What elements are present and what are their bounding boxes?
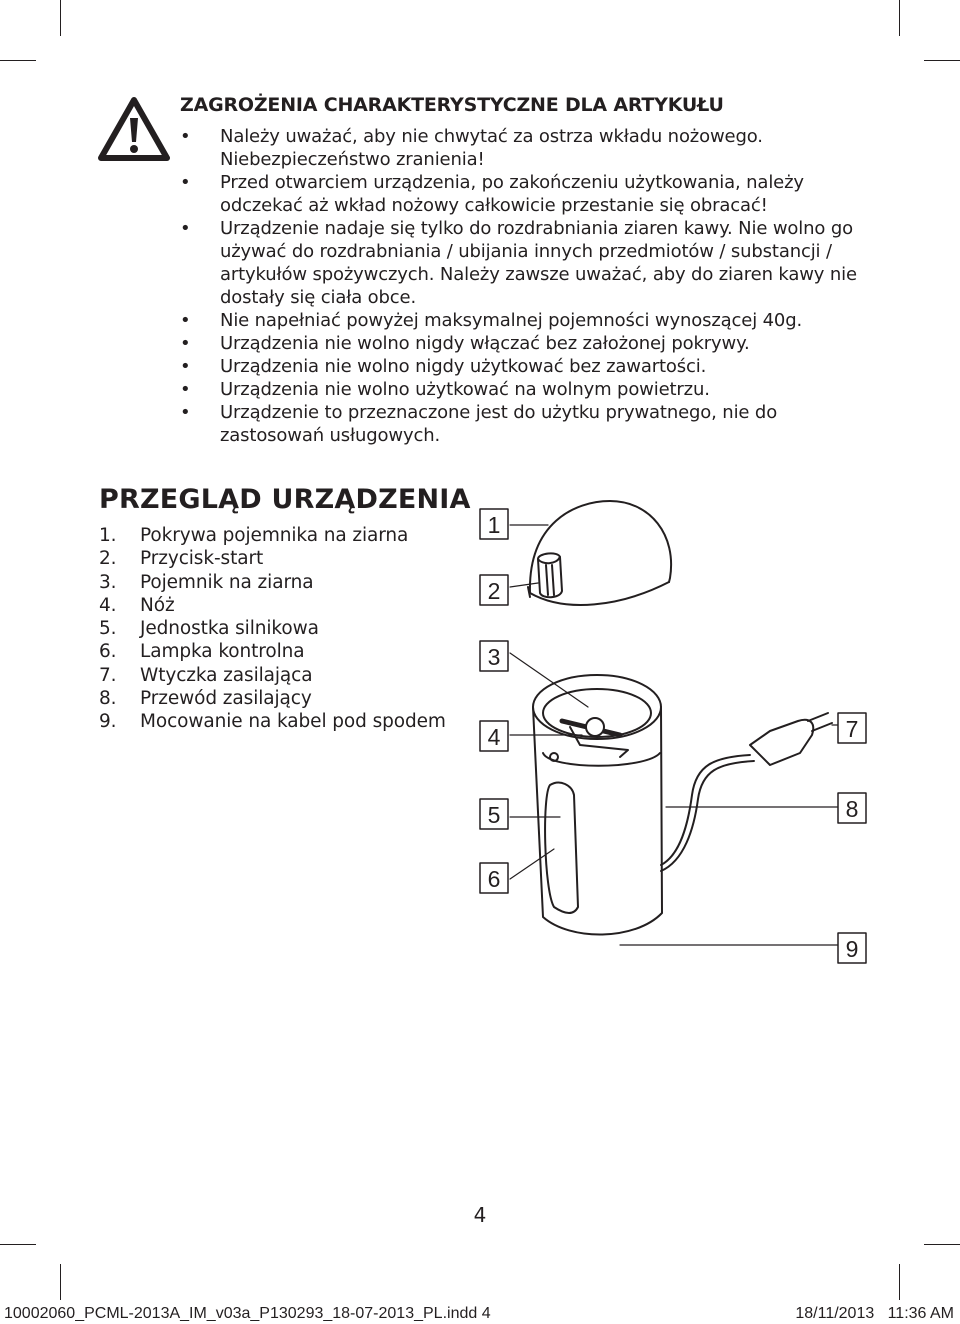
diagram-label-1: 1 (487, 512, 501, 538)
crop-mark (0, 60, 36, 61)
diagram-label-4: 4 (487, 724, 501, 750)
part-number: 3. (99, 571, 117, 593)
part-item (99, 687, 446, 710)
footer-date: 18/11/2013 11:36 AM (795, 1305, 954, 1322)
part-item (99, 664, 446, 687)
page-number: 4 (473, 1203, 487, 1227)
warning-triangle-icon (98, 96, 170, 162)
crop-mark (924, 60, 960, 61)
warnings-list (180, 125, 860, 447)
part-label: Wtyczka zasilająca (140, 664, 313, 686)
part-item (99, 617, 446, 640)
part-item (99, 571, 446, 594)
part-label: Pojemnik na ziarna (140, 571, 314, 593)
diagram-label-8: 8 (845, 796, 859, 822)
part-label: Lampka kontrolna (140, 641, 305, 663)
warning-item: • Przed otwarciem urządzenia, po zakończeniu użytkowania, należy odczekać aż wkład nożowy całkowicie przestanie się obracać! (180, 171, 860, 217)
part-number: 4. (99, 594, 117, 616)
part-number: 7. (99, 664, 117, 686)
crop-mark (60, 1264, 61, 1300)
part-number: 5. (99, 618, 117, 640)
warning-item: • Urządzenia nie wolno nigdy użytkować bez zawartości. (180, 355, 860, 378)
parts-list (99, 524, 446, 734)
warning-item: • Urządzenia nie wolno nigdy włączać bez założonej pokrywy. (180, 332, 860, 355)
crop-mark (899, 0, 900, 36)
warnings-title: ZAGROŻENIA CHARAKTERYSTYCZNE DLA ARTYKUŁU (180, 94, 724, 116)
part-item (99, 594, 446, 617)
part-item (99, 547, 446, 570)
body-drawing (533, 675, 662, 935)
part-number: 9. (99, 711, 117, 733)
part-item (99, 710, 446, 733)
part-item (99, 640, 446, 663)
diagram-label-2: 2 (487, 578, 501, 604)
part-label: Jednostka silnikowa (140, 618, 319, 640)
part-number: 6. (99, 641, 117, 663)
warning-item: • Urządzenie nadaje się tylko do rozdrabniania ziaren kawy. Nie wolno go używać do rozdrabniania / ubijania innych przedmiotów / substancji / artykułów spożywczych. Należy zawsze uważać, aby do ziaren kawy nie dostały się ciała obce. (180, 217, 860, 309)
diagram-label-5: 5 (487, 802, 501, 828)
grinder-diagram (470, 495, 870, 975)
diagram-label-7: 7 (845, 716, 859, 742)
crop-mark (60, 0, 61, 36)
warning-item: • Należy uważać, aby nie chwytać za ostrza wkładu nożowego. Niebezpieczeństwo zranienia! (180, 125, 860, 171)
part-label: Przycisk-start (140, 548, 264, 570)
overview-title: PRZEGLĄD URZĄDZENIA (99, 484, 471, 515)
part-number: 1. (99, 525, 117, 546)
part-label: Przewód zasilający (140, 688, 312, 710)
warning-item: • Urządzenia nie wolno użytkować na wolnym powietrzu. (180, 378, 860, 401)
part-label: Nóż (140, 594, 175, 616)
crop-mark (924, 1244, 960, 1245)
warning-item: • Urządzenie to przeznaczone jest do użytku prywatnego, nie do zastosowań usługowych. (180, 401, 860, 447)
warning-item: • Nie napełniać powyżej maksymalnej pojemności wynoszącej 40g. (180, 309, 860, 332)
footer-file-name: 10002060_PCML-2013A_IM_v03a_P130293_18-07-2013_PL.indd 4 (4, 1305, 491, 1322)
cord-drawing (661, 713, 832, 871)
part-label: Mocowanie na kabel pod spodem (140, 711, 446, 733)
diagram-label-6: 6 (487, 866, 501, 892)
part-item (99, 524, 446, 547)
crop-mark (0, 1244, 36, 1245)
part-number: 2. (99, 548, 117, 570)
diagram-label-3: 3 (487, 644, 501, 670)
part-label: Pokrywa pojemnika na ziarna (140, 525, 409, 546)
part-number: 8. (99, 688, 117, 710)
crop-mark (899, 1264, 900, 1300)
lid-drawing (528, 501, 671, 605)
diagram-label-9: 9 (845, 936, 859, 962)
